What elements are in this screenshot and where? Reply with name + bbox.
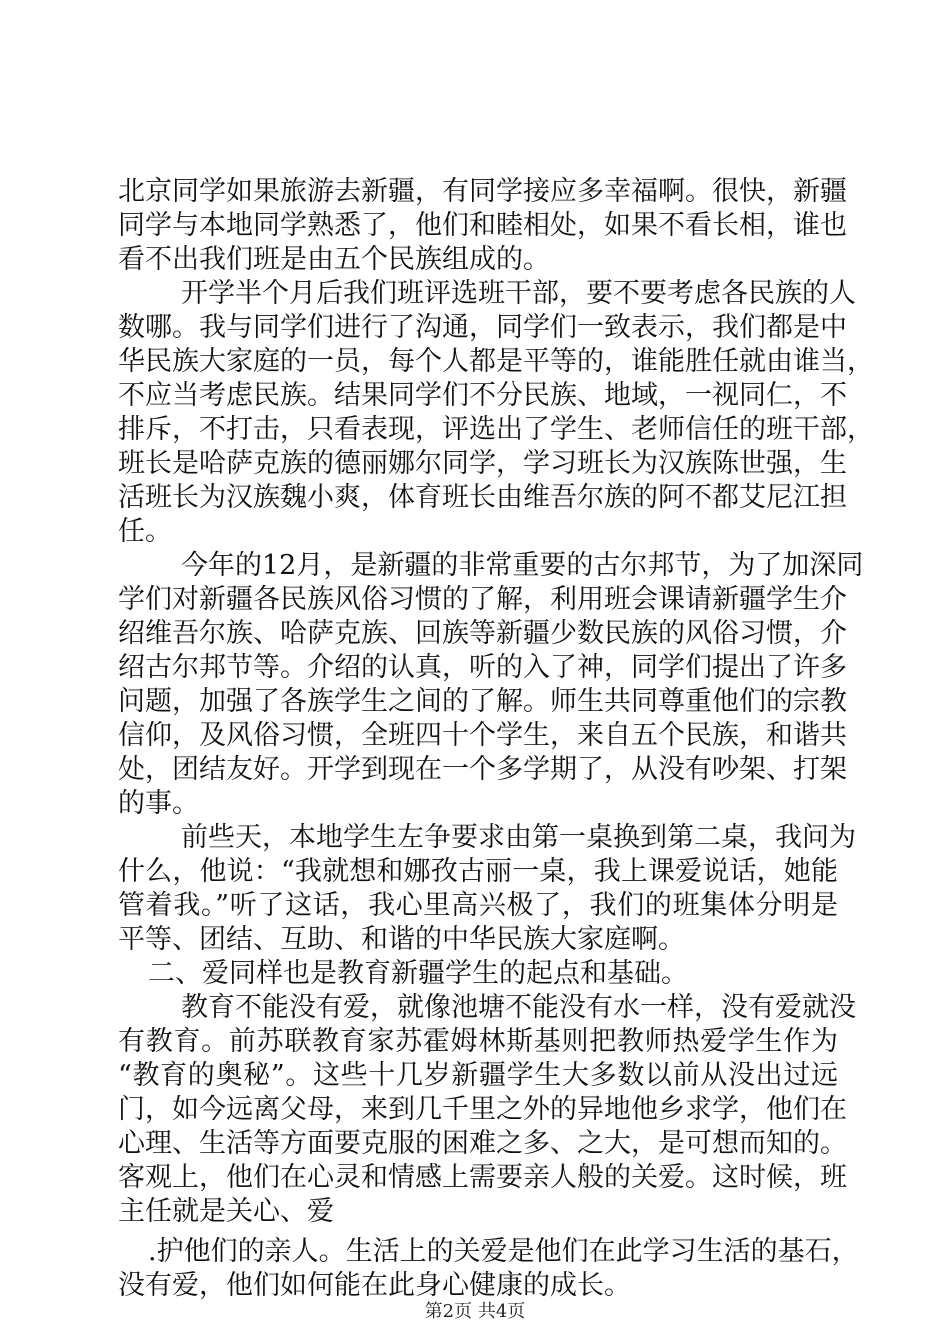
paragraph-first-line: 教育不能没有爱，就像池塘不能没有水一样，没有爱就没: [181, 992, 856, 1023]
paragraph-first-line: 今年的12月，是新疆的非常重要的古尔邦节，为了加深同: [181, 550, 864, 581]
paragraph-first-line: 开学半个月后我们班评选班干部，要不要考虑各民族的人: [181, 278, 856, 309]
text-line: 有教育。前苏联教育家苏霍姆林斯基则把教师热爱学生作为: [118, 1026, 838, 1057]
text-line: 看不出我们班是由五个民族组成的。: [118, 244, 550, 275]
text-line: 处，团结友好。开学到现在一个多学期了，从没有吵架、打架: [118, 754, 847, 785]
paragraph-first-line: .护他们的亲人。生活上的关爱是他们在此学习生活的基石，: [148, 1236, 859, 1267]
text-line: 问题，加强了各族学生之间的了解。师生共同尊重他们的宗教: [118, 686, 847, 717]
text-line: 客观上，他们在心灵和情感上需要亲人般的关爱。这时候，班: [118, 1162, 847, 1193]
text-line: 主任就是关心、爱: [118, 1196, 334, 1227]
text-line: 排斥，不打击，只看表现，评选出了学生、老师信任的班干部，: [118, 414, 874, 445]
section-heading: 二、爱同样也是教育新疆学生的起点和基础。: [148, 958, 688, 989]
text-line: 信仰，及风俗习惯，全班四十个学生，来自五个民族，和谐共: [118, 720, 847, 751]
text-line: 绍古尔邦节等。介绍的认真，听的入了神，同学们提出了许多: [118, 652, 847, 683]
page-footer: 第2页 共4页: [424, 1301, 526, 1322]
text-line: 活班长为汉族魏小爽，体育班长由维吾尔族的阿不都艾尼江担: [118, 482, 847, 513]
text-line: 班长是哈萨克族的德丽娜尔同学，学习班长为汉族陈世强，生: [118, 448, 847, 479]
text-line: 不应当考虑民族。结果同学们不分民族、地域，一视同仁，不: [118, 380, 847, 411]
text-line: 什么，他说：“我就想和娜孜古丽一桌，我上课爱说话，她能: [118, 856, 838, 887]
text-line: 同学与本地同学熟悉了，他们和睦相处，如果不看长相，谁也: [118, 210, 847, 241]
paragraph-first-line: 前些天，本地学生左争要求由第一桌换到第二桌，我问为: [181, 822, 856, 853]
text-line: 没有爱，他们如何能在此身心健康的成长。: [118, 1270, 631, 1301]
text-line: 平等、团结、互助、和谐的中华民族大家庭啊。: [118, 924, 685, 955]
text-line: 数哪。我与同学们进行了沟通，同学们一致表示，我们都是中: [118, 312, 847, 343]
text-line: 心理、生活等方面要克服的困难之多、之大，是可想而知的。: [118, 1128, 847, 1159]
text-line: 的事。: [118, 788, 199, 819]
text-line: “教育的奥秘”。这些十几岁新疆学生大多数以前从没出过远: [118, 1060, 838, 1091]
text-line: 门，如今远离父母，来到几千里之外的异地他乡求学，他们在: [118, 1094, 847, 1125]
text-line: 任。: [118, 516, 172, 547]
text-line: 学们对新疆各民族风俗习惯的了解，利用班会课请新疆学生介: [118, 584, 847, 615]
text-line: 北京同学如果旅游去新疆，有同学接应多幸福啊。很快，新疆: [118, 176, 847, 207]
text-line: 管着我。”听了这话，我心里高兴极了，我们的班集体分明是: [118, 890, 838, 921]
text-line: 华民族大家庭的一员，每个人都是平等的，谁能胜任就由谁当，: [118, 346, 874, 377]
text-line: 绍维吾尔族、哈萨克族、回族等新疆少数民族的风俗习惯，介: [118, 618, 847, 649]
